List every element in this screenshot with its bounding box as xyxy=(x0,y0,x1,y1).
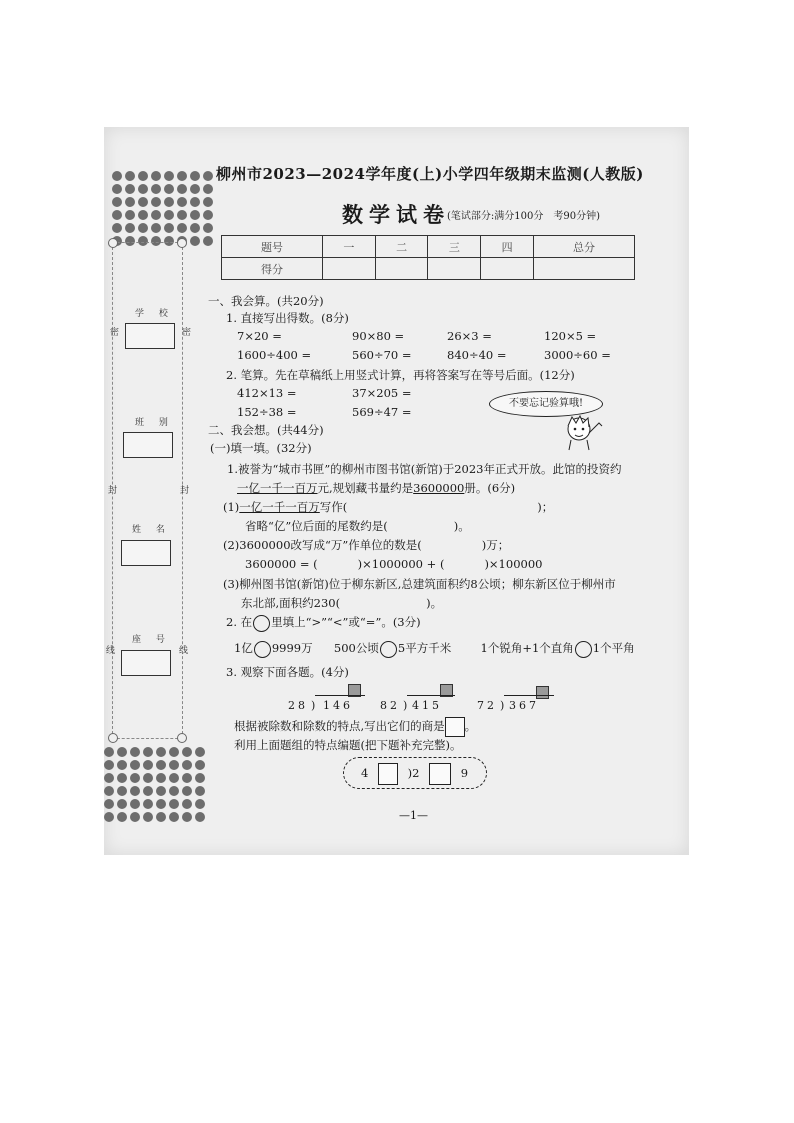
score-table xyxy=(221,235,635,280)
dot-icon xyxy=(203,171,213,181)
compare-left: 1亿 xyxy=(234,641,253,655)
seal-mark-mi: 密 xyxy=(182,328,192,338)
section2-sub1: (一)填一填。(32分) xyxy=(210,441,312,455)
score-header-cell: 一 xyxy=(323,236,376,258)
part-marker: (1) xyxy=(223,500,240,514)
division-bracket-icon: ) xyxy=(407,766,413,780)
dot-icon xyxy=(104,812,114,822)
quotient-answer-box[interactable] xyxy=(445,717,465,737)
dot-icon xyxy=(151,184,161,194)
dot-icon xyxy=(117,747,127,757)
dot-icon xyxy=(138,171,148,181)
written-item: 412×13 = xyxy=(237,386,297,400)
seal-mark-xian: 线 xyxy=(106,646,116,656)
division-bar xyxy=(504,695,554,697)
dot-icon xyxy=(190,236,200,246)
dot-icon xyxy=(112,171,122,181)
dot-icon xyxy=(164,210,174,220)
dot-icon xyxy=(203,197,213,207)
problem1-part2 xyxy=(223,537,509,553)
division-divisor: 28 xyxy=(288,699,308,712)
dot-icon xyxy=(169,760,179,770)
problem1-text-end: 册。(6分) xyxy=(464,481,516,495)
compose-box[interactable] xyxy=(378,763,398,785)
dot-pattern-top xyxy=(112,171,213,246)
investment-amount: 一亿一千一百万 xyxy=(237,481,318,495)
area-label: 东北部,面积约230( xyxy=(241,596,341,610)
seal-mark-feng: 封 xyxy=(108,486,118,496)
question3-text-b: 利用上面题组的特点编题(把下题补充完整)。 xyxy=(234,738,462,752)
school-field[interactable] xyxy=(125,323,175,349)
name-field[interactable] xyxy=(121,540,171,566)
dot-icon xyxy=(138,223,148,233)
name-label: 姓 名 xyxy=(132,525,171,535)
compare-right: 1个平角 xyxy=(592,641,635,655)
exam-title: 柳州市2023—2024学年度(上)小学四年级期末监测(人教版) xyxy=(216,165,644,183)
dot-icon xyxy=(143,786,153,796)
score-input-cell[interactable] xyxy=(375,258,428,280)
compare-row xyxy=(234,640,635,658)
dot-icon xyxy=(169,799,179,809)
dot-icon xyxy=(195,760,205,770)
dot-icon xyxy=(151,223,161,233)
division-dividend: 146 xyxy=(323,699,353,712)
dot-icon xyxy=(151,197,161,207)
compare-left: 1个锐角+1个直角 xyxy=(480,641,574,655)
blank-close: )。 xyxy=(426,596,443,610)
dot-icon xyxy=(177,184,187,194)
problem1-part3: (3)柳州图书馆(新馆)位于柳东新区,总建筑面积约8公顷；柳东新区位于柳州市 xyxy=(223,577,616,591)
binding-hole-icon xyxy=(108,238,118,248)
dot-icon xyxy=(190,210,200,220)
q2-prefix: 2. 在 xyxy=(226,615,253,629)
calc-item: 840÷40 = xyxy=(447,348,507,362)
score-header-cell: 三 xyxy=(428,236,481,258)
dot-pattern-bottom xyxy=(104,747,205,822)
written-item: 569÷47 = xyxy=(352,405,412,419)
dot-icon xyxy=(203,184,213,194)
dot-icon xyxy=(130,799,140,809)
page-number: —1— xyxy=(399,809,428,822)
score-header-cell: 四 xyxy=(481,236,534,258)
compare-right: 5平方千米 xyxy=(397,641,452,655)
seat-label: 座 号 xyxy=(132,635,171,645)
dot-icon xyxy=(151,171,161,181)
book-capacity: 3600000 xyxy=(413,481,465,495)
q2-suffix: 里填上“>”“<”或“=”。(3分) xyxy=(271,615,421,629)
expand-mid: )×1000000 + ( xyxy=(357,557,445,571)
compare-right: 9999万 xyxy=(271,641,313,655)
problem1-text: 1.被誉为“城市书匣”的柳州市图书馆(新馆)于2023年正式开放。此馆的投资约 xyxy=(227,462,622,476)
dot-icon xyxy=(130,747,140,757)
dot-icon xyxy=(156,760,166,770)
dot-icon xyxy=(169,773,179,783)
dot-icon xyxy=(177,223,187,233)
written-item: 37×205 = xyxy=(352,386,412,400)
dot-icon xyxy=(203,236,213,246)
score-input-cell[interactable] xyxy=(428,258,481,280)
dot-icon xyxy=(138,197,148,207)
binding-hole-icon xyxy=(177,238,187,248)
calc-item: 560÷70 = xyxy=(352,348,412,362)
compare-left: 500公顷 xyxy=(333,641,379,655)
score-input-cell[interactable] xyxy=(323,258,376,280)
dot-icon xyxy=(117,773,127,783)
exam-note: (笔试部分:满分100分 考90分钟) xyxy=(447,211,600,222)
question3-title: 3. 观察下面各题。(4分) xyxy=(226,665,349,679)
division-bracket-icon: ) xyxy=(500,699,508,712)
section1-q2: 2. 笔算。先在草稿纸上用竖式计算，再将答案写在等号后面。(12分) xyxy=(226,368,575,382)
compose-digit: 4 xyxy=(361,766,369,780)
dot-icon xyxy=(169,747,179,757)
dot-icon xyxy=(203,223,213,233)
binding-hole-icon xyxy=(177,733,187,743)
calc-item: 7×20 = xyxy=(237,329,282,343)
dot-icon xyxy=(195,799,205,809)
seal-mark-mi: 密 xyxy=(110,328,120,338)
division-dividend: 367 xyxy=(509,699,539,712)
calc-item: 26×3 = xyxy=(447,329,492,343)
blank-close: )万； xyxy=(481,538,510,552)
dot-icon xyxy=(104,747,114,757)
dot-icon xyxy=(182,773,192,783)
exam-subtitle: 数学试卷 xyxy=(342,202,450,227)
dot-icon xyxy=(112,184,122,194)
compose-digit: 2 xyxy=(412,766,420,780)
compose-box[interactable] xyxy=(429,763,451,785)
problem1-part1b xyxy=(245,518,470,534)
division-bracket-icon: ) xyxy=(311,699,319,712)
division-divisor: 82 xyxy=(380,699,400,712)
score-header-cell: 题号 xyxy=(222,236,323,258)
calc-item: 3000÷60 = xyxy=(544,348,611,362)
boy-illustration-icon xyxy=(559,413,605,451)
quotient-prompt-end: 。 xyxy=(464,719,477,733)
dot-icon xyxy=(138,210,148,220)
dot-icon xyxy=(156,812,166,822)
dot-icon xyxy=(125,210,135,220)
calc-item: 120×5 = xyxy=(544,329,597,343)
score-header-cell: 总分 xyxy=(533,236,634,258)
division-bracket-icon: ) xyxy=(403,699,411,712)
exam-sheet xyxy=(104,127,689,855)
dot-icon xyxy=(164,197,174,207)
dot-icon xyxy=(190,171,200,181)
division-divisor: 72 xyxy=(477,699,497,712)
dot-icon xyxy=(117,799,127,809)
compare-circle[interactable] xyxy=(380,641,397,658)
dot-icon xyxy=(130,812,140,822)
dot-icon xyxy=(177,210,187,220)
compare-circle[interactable] xyxy=(254,641,271,658)
dot-icon xyxy=(104,760,114,770)
score-input-cell[interactable] xyxy=(481,258,534,280)
dot-icon xyxy=(164,171,174,181)
approx-label: 省略“亿”位后面的尾数约是( xyxy=(245,519,388,533)
dot-icon xyxy=(104,773,114,783)
class-field[interactable] xyxy=(123,432,173,458)
dot-icon xyxy=(164,184,174,194)
expand-end: )×100000 xyxy=(484,557,543,571)
dot-icon xyxy=(104,786,114,796)
dot-icon xyxy=(117,786,127,796)
section2-title: 二、我会想。(共44分) xyxy=(208,423,324,437)
dot-icon xyxy=(151,210,161,220)
quotient-prompt: 根据被除数和除数的特点,写出它们的商是 xyxy=(234,719,445,733)
blank-close: )； xyxy=(537,500,554,514)
question3-text-a xyxy=(234,717,476,737)
compose-problem xyxy=(361,763,468,785)
section1-title: 一、我会算。(共20分) xyxy=(208,294,324,308)
circle-blank-icon xyxy=(253,615,270,632)
dot-icon xyxy=(143,799,153,809)
dot-icon xyxy=(156,773,166,783)
dot-icon xyxy=(177,197,187,207)
dot-icon xyxy=(156,747,166,757)
dot-icon xyxy=(169,812,179,822)
rewrite-label: (2)3600000改写成“万”作单位的数是( xyxy=(223,538,422,552)
dot-icon xyxy=(112,223,122,233)
question2-title xyxy=(226,614,421,632)
dot-icon xyxy=(143,747,153,757)
class-label: 班 别 xyxy=(135,418,174,428)
dot-icon xyxy=(156,786,166,796)
seat-field[interactable] xyxy=(121,650,171,676)
written-item: 152÷38 = xyxy=(237,405,297,419)
problem1-part1 xyxy=(223,499,553,515)
dot-icon xyxy=(117,760,127,770)
dot-icon xyxy=(143,760,153,770)
write-as-label: 写作( xyxy=(319,500,348,514)
dot-icon xyxy=(182,760,192,770)
problem1-text-mid: 元,规划藏书量约是 xyxy=(317,481,414,495)
dot-icon xyxy=(117,812,127,822)
calc-item: 1600÷400 = xyxy=(237,348,312,362)
school-label: 学 校 xyxy=(135,309,174,319)
dot-icon xyxy=(130,773,140,783)
dot-icon xyxy=(190,184,200,194)
division-bar xyxy=(315,695,365,697)
dot-icon xyxy=(156,799,166,809)
dot-icon xyxy=(169,786,179,796)
dot-icon xyxy=(125,171,135,181)
division-bar xyxy=(407,695,455,697)
dot-icon xyxy=(164,223,174,233)
speech-bubble: 不要忘记验算哦! xyxy=(489,391,603,417)
problem1-text-cont xyxy=(237,480,515,496)
problem1-part2b xyxy=(245,557,542,571)
dot-icon xyxy=(195,786,205,796)
dot-icon xyxy=(195,747,205,757)
dot-icon xyxy=(182,799,192,809)
compare-circle[interactable] xyxy=(575,641,592,658)
score-row-label: 得分 xyxy=(222,258,323,280)
dot-icon xyxy=(143,812,153,822)
dot-icon xyxy=(203,210,213,220)
dot-icon xyxy=(195,773,205,783)
dot-icon xyxy=(143,773,153,783)
dot-icon xyxy=(125,197,135,207)
dot-icon xyxy=(112,197,122,207)
dot-icon xyxy=(138,184,148,194)
dot-icon xyxy=(125,223,135,233)
dot-icon xyxy=(190,197,200,207)
expand-label: 3600000 = ( xyxy=(245,557,318,571)
calc-item: 90×80 = xyxy=(352,329,405,343)
section1-q1: 1. 直接写出得数。(8分) xyxy=(226,311,349,325)
dot-icon xyxy=(182,812,192,822)
dot-icon xyxy=(177,171,187,181)
score-header-cell: 二 xyxy=(375,236,428,258)
dot-icon xyxy=(195,812,205,822)
dot-icon xyxy=(190,223,200,233)
dot-icon xyxy=(125,184,135,194)
division-dividend: 415 xyxy=(412,699,442,712)
dot-icon xyxy=(104,799,114,809)
seal-mark-xian: 线 xyxy=(179,646,189,656)
quotient-box[interactable] xyxy=(536,686,549,699)
dot-icon xyxy=(182,786,192,796)
compose-digit: 9 xyxy=(460,766,469,780)
binding-hole-icon xyxy=(108,733,118,743)
problem1-part3b xyxy=(241,595,442,611)
dot-icon xyxy=(182,747,192,757)
score-input-cell[interactable] xyxy=(533,258,634,280)
dot-icon xyxy=(130,760,140,770)
seal-mark-feng: 封 xyxy=(180,486,190,496)
blank-close: )。 xyxy=(453,519,470,533)
number-words: 一亿一千一百万 xyxy=(239,500,320,514)
dot-icon xyxy=(112,210,122,220)
dot-icon xyxy=(130,786,140,796)
